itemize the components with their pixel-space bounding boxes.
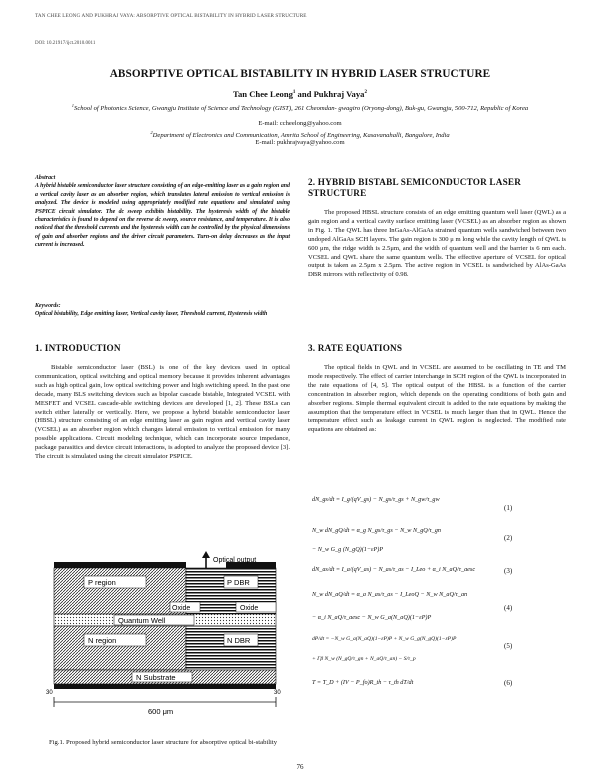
- author-2: Pukhraj Vaya: [313, 89, 365, 99]
- label-n-region: N region: [88, 636, 117, 645]
- figure-caption: Fig.1. Proposed hybrid semiconductor laser structure for absorptive optical bi-stability: [49, 739, 277, 746]
- equation-5a: dP/dt = −N_w G_a(N_aQ)(1−εP)P + N_w G_g(N_gQ)(1−εP)P: [312, 636, 457, 642]
- affiliation-1: $^1$School of Photonics Science, Gwangju Institute of Science and Technology (GIST), 261 Cheomdan- gwagiro (Oryong-dong), Buk-gu, Gwangju, 500-712, Republic of Korea: [71, 103, 529, 113]
- label-n-substrate: N Substrate: [136, 673, 176, 682]
- n-region: [54, 626, 186, 670]
- label-quantum-well: Quantum Well: [118, 616, 166, 625]
- keywords-text: Optical bistability, Edge emitting laser, Vertical cavity laser, Threshold current, Hysteresis width: [35, 311, 268, 318]
- equation-6-number: (6): [504, 679, 513, 687]
- authors: [0, 89, 600, 99]
- label-p-dbr: P DBR: [227, 578, 250, 587]
- label-dimension: 600 μm: [148, 707, 174, 716]
- author-1: Tan Chee Leong: [233, 89, 293, 99]
- equation-5-number: (5): [504, 642, 513, 650]
- abstract-text: A hybrid bistable semiconductor laser structure consisting of an edge-emitting laser as a gain region and a vertical cavity laser as an absorber region, which translates lateral emission to vertical emission is analyzed. The device is modeled using appropriately modified rate equations and simulated using PSPICE circuit simulator. The dc sweep exhibits bistability. The hysteresis width of the bistable characteristics is found to depend on the reverse dc sweep, source resistance, and temperature. It is also noticed that the threshold currents and the hysteresis width can be controlled by the physical dimensions of gain and absorber regions and the driver circuit parameters. Turn-on delay decreases as the input current is increased.: [35, 183, 290, 249]
- equation-2a: N_w dN_gQ/dt = α_g N_gs/τ_gs − N_w N_gQ/τ_gn: [312, 527, 441, 534]
- equation-6: T = T_D + (IV − P_fo)R_th − τ_th dT/dt: [312, 679, 414, 686]
- doi: DOI: 10.21917/ijct.2010.0011: [35, 41, 96, 46]
- label-oxide-left: Oxide: [172, 605, 191, 612]
- section-2-text: The proposed HBSL structure consists of an edge emitting quantum well laser (QWL) as a gain region and a vertical cavity surface emitting laser (VCSEL) as an absorber region as shown in Fig. 1. The QWL has three InGaAs-AlGaAs strained quantum wells sandwiched between two undoped AlGaAs SCH layers. The gain region is 300 μ m long while the cavity length of QWL is 600 μm, the ridge width is 2.5μm, and the width of quantum well and the barrier is 6 nm each. VCSEL and QWL share the same quantum wells. The effective aperture of VCSEL for optical output is taken as 2.5μm x 2.5μm. The active region in VCSEL is sandwiched by AlAs-GaAs DBR mirrors with reflectivity of 0.98.: [308, 209, 566, 279]
- abstract: [35, 174, 290, 250]
- abstract-heading: Abstract: [35, 175, 56, 181]
- paper-title: ABSORPTIVE OPTICAL BISTABILITY IN HYBRID LASER STRUCTURE: [109, 68, 491, 80]
- author-2-sup: 2: [364, 90, 367, 96]
- p-region: [54, 568, 186, 614]
- device-structure-figure: [36, 550, 294, 730]
- email-2: E-mail: pukhrajvaya@yahoo.com: [255, 139, 345, 146]
- keywords: [35, 302, 290, 319]
- email-1: E-mail: ccheelong@yahoo.com: [258, 120, 342, 127]
- equation-3: dN_as/dt = I_a/(qV_as) − N_as/τ_as − I_Leo + α_i N_aQ/τ_aesc: [312, 566, 476, 573]
- label-tick-right: 30: [274, 690, 281, 696]
- section-2-heading: 2. HYBRID BISTABL SEMICONDUCTOR LASER STRUCTURE: [308, 177, 522, 198]
- label-optical-output: Optical output: [213, 557, 257, 564]
- section-1-text: Bistable semiconductor laser (BSL) is one of the key devices used in optical communication, optical switching and optical memory because it provides inherent advantages such as high optical gain, low optical switching power and high switching speed. In the past one decade, many BLS switching devices such as bipolar cascade bistable, Integrated VCSEL with MESFET and VCSEL cascade-able switching devices are developed [1, 2]. These BSLs can switch either laterally or vertically. Here, we propose a hybrid bistable semiconductor laser (HBSL) structure consisting of an edge emitting laser as gain region and vertical cavity laser (VCSEL) as an absorber region which changes lateral emission to vertical emission for many possible applications. Circuit modeling technique, which can incorporate source impedance, package parasitics and device circuit interactions, is adopted to analyze the proposed device [3]. The circuit is simulated using the circuit simulator PSPICE.: [35, 364, 290, 461]
- label-oxide-right: Oxide: [240, 605, 259, 612]
- author-and: and: [295, 89, 314, 99]
- equation-4-number: (4): [504, 604, 513, 612]
- keywords-heading: Keywords:: [35, 303, 61, 309]
- page-number: 76: [296, 763, 304, 771]
- running-head: TAN CHEE LEONG AND PUKHRAJ VAYA: ABSORPTIVE OPTICAL BISTABILITY IN HYBRID LASER STRUCTURE: [35, 13, 307, 19]
- equation-4b: − α_i N_aQ/τ_aesc − N_w G_a(N_aQ)(1−εP)P: [312, 614, 432, 621]
- author-1-sup: 1: [292, 90, 296, 96]
- bottom-contact: [54, 684, 276, 689]
- equation-2-number: (2): [504, 534, 513, 542]
- section-3-heading: 3. RATE EQUATIONS: [308, 343, 403, 353]
- top-contact-left: [54, 562, 186, 568]
- arrow-head: [202, 551, 210, 558]
- equation-3-number: (3): [504, 567, 513, 575]
- section-3-text: The optical fields in QWL and in VCSEL are assumed to be oscillating in TE and TM mode respectively. The effect of carrier interchange in SCH region of the QWL is incorporated in the rate equations of [4, 5]. The optical output of the HBSL is a function of the carrier concentration in absorber region, which depends on the operating conditions of both gain and absorber regions. Simple thermal equivalent circuit is added to the rate equations by making the assumption that the temperature effect in VCSEL is much larger than that in QWL. Hence the temperature effect such as leakage current in QWL region is neglected. The modified rate equations are obtained as:: [308, 364, 566, 434]
- equation-1: dN_gs/dt = I_g/(qV_gs) − N_gs/τ_gs + N_gw/τ_gw: [312, 496, 440, 503]
- equation-4a: N_w dN_aQ/dt = α_a N_as/τ_as − I_LeoQ − N_w N_aQ/τ_an: [312, 591, 468, 598]
- equation-2b: − N_w G_g (N_gQ)(1−εP)P: [312, 546, 384, 553]
- label-n-dbr: N DBR: [227, 636, 251, 645]
- n-dbr: [186, 626, 276, 670]
- section-1-heading: 1. INTRODUCTION: [35, 343, 121, 353]
- label-p-region: P region: [88, 578, 116, 587]
- equation-1-number: (1): [504, 504, 513, 512]
- affiliation-2: $^2$Department of Electronics and Communication, Amrita School of Engineering, Kasavanahalli, Bangalore, India: [150, 130, 450, 140]
- equation-5b: + Γβ N_w (N_gQ/τ_gn + N_aQ/τ_an) − S/τ_p: [312, 656, 416, 662]
- label-tick-left: 30: [46, 690, 53, 696]
